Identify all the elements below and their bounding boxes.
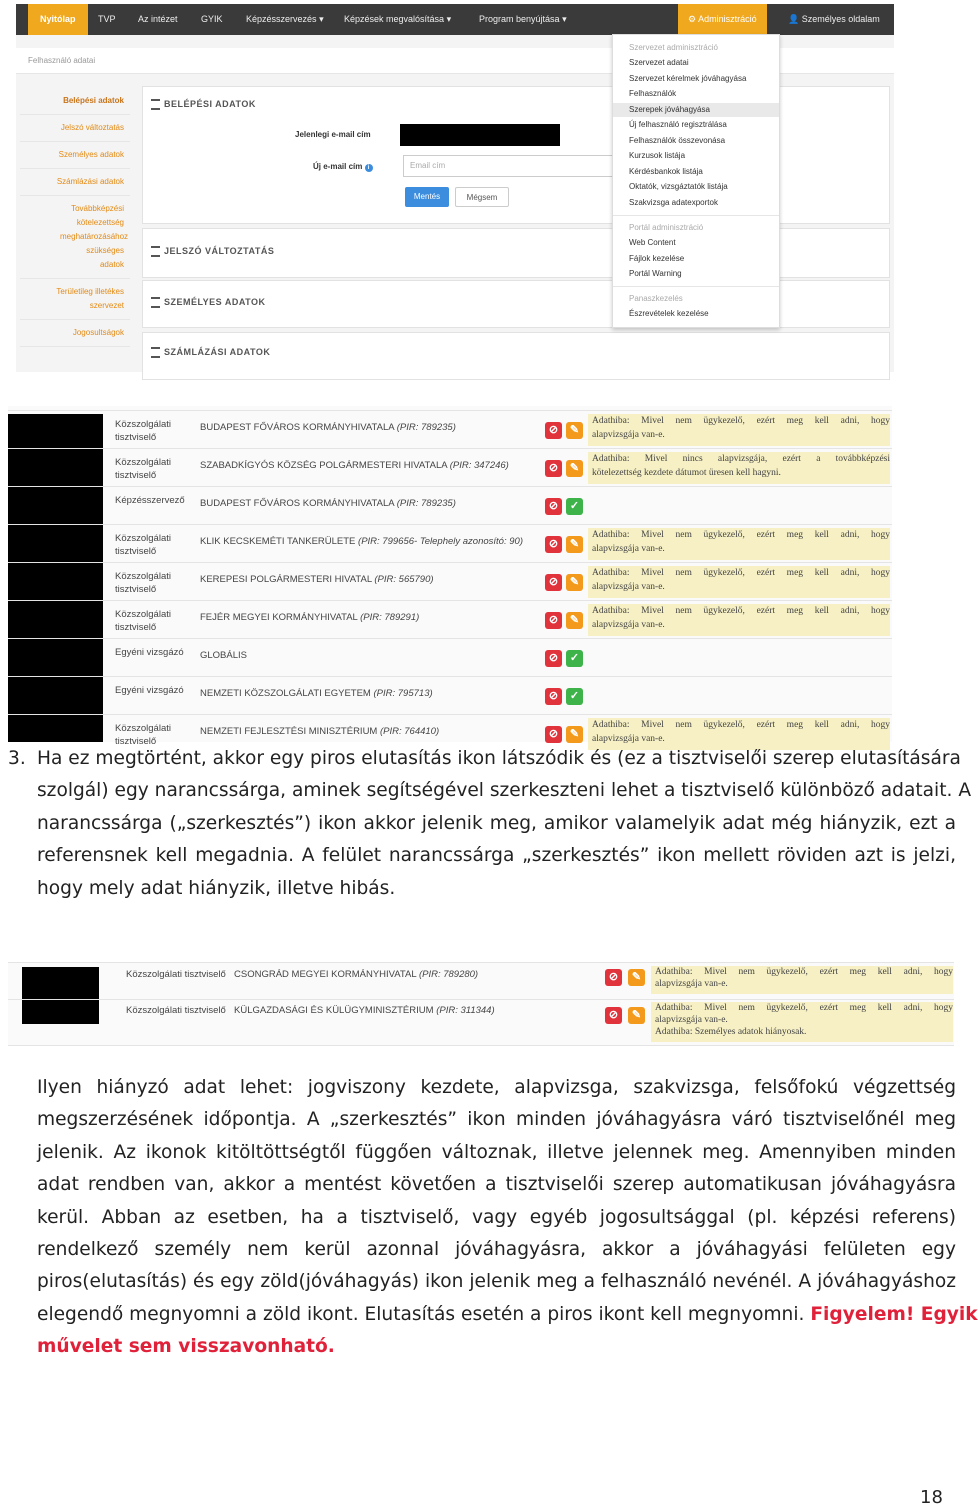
text-line: hogy mely adat hiányzik, illetve hibás. xyxy=(37,877,396,899)
reject-icon[interactable]: ⊘ xyxy=(545,688,562,705)
text-line: kerül. Abban az esetben, ha a tisztviselő, vagy egyéb jogosultsággal (pl. képzési referens) xyxy=(37,1206,956,1228)
menu-header: Szervezet adminisztráció xyxy=(629,43,718,52)
reject-icon[interactable]: ⊘ xyxy=(545,612,562,629)
menu-item[interactable]: Új felhasználó regisztrálása xyxy=(629,120,727,129)
role-cell: Közszolgálati tisztviselő xyxy=(115,419,171,443)
role-cell: Képzésszervező xyxy=(115,495,185,506)
menu-item[interactable]: Szervezet kérelmek jóváhagyása xyxy=(629,74,747,83)
note-line: Adathiba: Mivel nem ügykezelő, ezért meg kell adni, hogy xyxy=(592,606,890,616)
role-cell: Egyéni vizsgázó xyxy=(115,685,184,696)
text-line: narancssárga („szerkesztés”) ikon akkor jelenik meg, amikor valamelyik adat még hiányzik, ezt a xyxy=(37,812,956,834)
note-line: alapvizsgája van-e. xyxy=(592,620,665,630)
list-number: 3. xyxy=(8,748,26,769)
org-cell: CSONGRÁD MEGYEI KORMÁNYHIVATAL (PIR: 789280) xyxy=(234,969,479,980)
menu-item[interactable]: Oktatók, vizsgáztatók listája xyxy=(629,182,728,191)
note-line: alapvizsgája van-e. xyxy=(655,1015,728,1025)
note-line: Adathiba: Mivel nem ügykezelő, ezért meg kell adni, hogy xyxy=(592,568,890,578)
left-menu-jogosultsagok[interactable]: Jogosultságok xyxy=(20,320,130,347)
text-line xyxy=(37,1299,978,1331)
reject-icon[interactable]: ⊘ xyxy=(545,422,562,439)
text-line: rendelkező személy nem kerül azonnal jóváhagyásra, akkor a jóváhagyási felületen egy xyxy=(37,1238,956,1260)
reject-icon[interactable]: ⊘ xyxy=(605,969,622,986)
reject-icon[interactable]: ⊘ xyxy=(545,536,562,553)
nav-gyik[interactable]: GYIK xyxy=(201,14,223,24)
org-cell: NEMZETI FEJLESZTÉSI MINISZTÉRIUM (PIR: 764410) xyxy=(200,726,440,737)
gear-icon: ⚙ xyxy=(688,14,697,24)
approval-list-screenshot xyxy=(8,406,892,747)
text-normal: elegendő megnyomni a zöld ikont. Elutasítás esetén a piros ikont kell megnyomni. xyxy=(37,1303,811,1325)
role-cell: Közszolgálati tisztviselő xyxy=(115,609,171,633)
top-navbar xyxy=(16,4,894,35)
approval-edit-screenshot xyxy=(8,962,954,1045)
caret-down-icon: ▾ xyxy=(446,14,452,24)
panel-title: BELÉPÉSI ADATOK xyxy=(151,99,256,110)
role-cell: Közszolgálati tisztviselő xyxy=(115,571,171,595)
edit-icon[interactable]: ✎ xyxy=(566,422,583,439)
reject-icon[interactable]: ⊘ xyxy=(605,1007,622,1024)
table-row xyxy=(8,676,892,715)
table-row xyxy=(8,600,892,639)
menu-item[interactable]: Fájlok kezelése xyxy=(629,254,685,263)
note-line: alapvizsgája van-e. xyxy=(592,734,665,744)
nav-kepzesek-megvalositasa[interactable]: Képzések megvalósítása ▾ xyxy=(344,14,452,24)
table-row xyxy=(8,999,954,1046)
note-line: kötelezettség kezdete dátumot üresen kell hagyni. xyxy=(592,468,781,478)
caret-down-icon: ▾ xyxy=(562,14,567,24)
note-line: Adathiba: Mivel nincs alapvizsgája, ezért a továbbképzési xyxy=(592,454,890,464)
reject-icon[interactable]: ⊘ xyxy=(545,498,562,515)
text-line: Ha ez megtörtént, akkor egy piros elutasítás ikon látszódik és (ez a tisztviselői szerep elutasítására xyxy=(37,748,961,769)
reject-icon[interactable]: ⊘ xyxy=(545,460,562,477)
menu-item[interactable]: Szakvizsga adatexportok xyxy=(629,198,718,207)
divider xyxy=(613,215,779,216)
left-menu-szemelyes[interactable]: Személyes adatok xyxy=(20,142,130,169)
divider xyxy=(613,286,779,287)
note-line: alapvizsgája van-e. xyxy=(592,430,665,440)
nav-tvp[interactable]: TVP xyxy=(98,14,116,24)
approve-icon[interactable]: ✓ xyxy=(566,650,583,667)
nav-adminisztracio[interactable]: ⚙ Adminisztráció xyxy=(678,4,767,35)
edit-icon[interactable]: ✎ xyxy=(628,1007,645,1024)
text-line: piros(elutasítás) és egy zöld(jóváhagyás) ikon jelenik meg a felhasználó nevénél. A jóváhagyáshoz xyxy=(37,1271,956,1293)
org-cell: KEREPESI POLGÁRMESTERI HIVATAL (PIR: 565790) xyxy=(200,574,434,585)
org-cell: BUDAPEST FŐVÁROS KORMÁNYHIVATALA (PIR: 789235) xyxy=(200,422,456,433)
edit-icon[interactable]: ✎ xyxy=(566,574,583,591)
redacted-email xyxy=(400,124,560,146)
current-email-label: Jelenlegi e-mail cím xyxy=(295,130,371,139)
menu-item[interactable]: Kérdésbankok listája xyxy=(629,167,703,176)
page-number: 18 xyxy=(920,1487,943,1508)
list-icon xyxy=(151,297,160,308)
error-note xyxy=(588,452,890,484)
left-menu-teruletileg[interactable]: Területileg illetékes szervezet xyxy=(20,279,130,320)
nav-kepzesszervezes[interactable]: Képzésszervezés ▾ xyxy=(246,14,324,24)
text-line: megszerzésének időpontja. A „szerkesztés” ikon minden jóváhagyásra váró tisztviselőnél meg xyxy=(37,1109,956,1131)
edit-icon[interactable]: ✎ xyxy=(628,969,645,986)
info-icon: i xyxy=(365,164,373,172)
menu-item[interactable]: Szerepek jóváhagyása xyxy=(629,105,710,114)
edit-icon[interactable]: ✎ xyxy=(566,536,583,553)
note-line: alapvizsgája van-e. xyxy=(592,582,665,592)
reject-icon[interactable]: ⊘ xyxy=(545,574,562,591)
text-line: szolgál) egy narancssárga, aminek segítségével szerkeszteni lehet a tisztviselő különböző adatait. A xyxy=(37,780,972,802)
error-note xyxy=(588,414,890,446)
menu-item[interactable]: Kurzusok listája xyxy=(629,151,686,160)
nav-az-intezet[interactable]: Az intézet xyxy=(138,14,178,24)
left-menu xyxy=(20,88,130,347)
text-line: referensnek kell megadnia. A felület narancssárga „szerkesztés” ikon mellett röviden azt is jelzi, xyxy=(37,845,956,867)
menu-item[interactable]: Felhasználók összevonása xyxy=(629,136,726,145)
reject-icon[interactable]: ⊘ xyxy=(545,726,562,743)
org-cell: BUDAPEST FŐVÁROS KORMÁNYHIVATALA (PIR: 789235) xyxy=(200,498,456,509)
panel-title: SZÁMLÁZÁSI ADATOK xyxy=(151,347,270,358)
settings-screenshot xyxy=(16,4,894,372)
panel-title: SZEMÉLYES ADATOK xyxy=(151,297,266,308)
role-cell: Közszolgálati tisztviselő xyxy=(115,533,171,557)
paragraph-1 xyxy=(37,743,972,905)
left-menu-belepesi[interactable]: Belépési adatok xyxy=(20,88,130,115)
text-line: Ilyen hiányzó adat lehet: jogviszony kezdete, alapvizsga, szakvizsga, felsőfokú végzettség xyxy=(37,1077,956,1098)
table-row xyxy=(8,963,954,1000)
org-cell: KLIK KECSKEMÉTI TANKERÜLETE (PIR: 799656- Telephely azonosító: 90) xyxy=(200,536,523,547)
table-row xyxy=(8,448,892,487)
edit-icon[interactable]: ✎ xyxy=(566,460,583,477)
note-line: Adathiba: Személyes adatok hiányosak. xyxy=(655,1027,807,1037)
note-line: Adathiba: Mivel nem ügykezelő, ezért meg kell adni, hogy xyxy=(655,1003,953,1013)
user-icon: 👤 xyxy=(788,14,800,24)
table-row xyxy=(8,486,892,525)
left-menu-szamlazasi[interactable]: Számlázási adatok xyxy=(20,169,130,196)
panel-szamlazasi xyxy=(142,332,890,380)
breadcrumb: Felhasználó adatai xyxy=(16,48,894,74)
approve-icon[interactable]: ✓ xyxy=(566,498,583,515)
menu-item[interactable]: Portál Warning xyxy=(629,269,682,278)
table-row xyxy=(8,410,892,449)
menu-item[interactable]: Felhasználók xyxy=(629,89,677,98)
save-button[interactable]: Mentés xyxy=(405,187,449,207)
role-cell: Közszolgálati tisztviselő xyxy=(126,969,226,980)
email-field[interactable]: Email cím xyxy=(403,155,733,177)
text-line: jelenik. Az ikonok kitöltöttségtől függően változnak, illetve jelennek meg. Amennyiben minden xyxy=(37,1141,956,1163)
admin-dropdown-menu xyxy=(612,34,780,328)
left-menu-jelszo[interactable]: Jelszó változtatás xyxy=(20,115,130,142)
note-line: Adathiba: Mivel nem ügykezelő, ezért meg kell adni, hogy xyxy=(592,530,890,540)
list-icon xyxy=(151,347,160,358)
warning-text: Figyelem! Egyik xyxy=(810,1303,978,1325)
text-line: adat rendben van, akkor a mentést követően a tisztviselői szerep automatikusan jóváhagyásra xyxy=(37,1174,956,1196)
list-icon xyxy=(151,246,160,257)
org-cell: KÜLGAZDASÁGI ÉS KÜLÜGYMINISZTÉRIUM (PIR: 311344) xyxy=(234,1005,495,1016)
menu-header: Portál adminisztráció xyxy=(629,223,704,232)
role-cell: Közszolgálati tisztviselő xyxy=(115,457,171,481)
note-line: Adathiba: Mivel nem ügykezelő, ezért meg kell adni, hogy xyxy=(592,416,890,426)
reject-icon[interactable]: ⊘ xyxy=(545,650,562,667)
table-row xyxy=(8,562,892,601)
paragraph-2 xyxy=(37,1072,978,1364)
role-cell: Egyéni vizsgázó xyxy=(115,647,184,658)
role-cell: Közszolgálati tisztviselő xyxy=(115,723,171,747)
error-note xyxy=(651,1002,953,1042)
menu-item[interactable]: Észrevételek kezelése xyxy=(629,309,709,318)
edit-icon[interactable]: ✎ xyxy=(566,726,583,743)
cancel-button[interactable]: Mégsem xyxy=(455,187,509,207)
new-email-label: Új e-mail cím i xyxy=(313,162,373,172)
error-note xyxy=(588,566,890,598)
table-row xyxy=(8,638,892,677)
table-row xyxy=(8,524,892,563)
error-note xyxy=(588,604,890,636)
org-cell: GLOBÁLIS xyxy=(200,650,247,661)
list-icon xyxy=(151,99,160,110)
edit-icon[interactable]: ✎ xyxy=(566,612,583,629)
menu-header: Panaszkezelés xyxy=(629,294,683,303)
nav-program-benyujtasa[interactable]: Program benyújtása ▾ xyxy=(479,14,567,24)
warning-text: művelet sem visszavonható. xyxy=(37,1336,335,1358)
left-menu-tovabbkepzesi[interactable]: Továbbképzési kötelezettség meghatározásához szükséges adatok xyxy=(20,196,130,279)
org-cell: NEMZETI KÖZSZOLGÁLATI EGYETEM (PIR: 795713) xyxy=(200,688,433,699)
org-cell: FEJÉR MEGYEI KORMÁNYHIVATAL (PIR: 789291) xyxy=(200,612,420,623)
error-note xyxy=(651,966,953,994)
role-cell: Közszolgálati tisztviselő xyxy=(126,1005,226,1016)
note-line: Adathiba: Mivel nem ügykezelő, ezért meg kell adni, hogy xyxy=(655,967,953,977)
nav-szemelyes-oldalam[interactable]: 👤 Személyes oldalam xyxy=(788,14,880,24)
panel-title: JELSZÓ VÁLTOZTATÁS xyxy=(151,246,274,257)
note-line: Adathiba: Mivel nem ügykezelő, ezért meg kell adni, hogy xyxy=(592,720,890,730)
note-line: alapvizsgája van-e. xyxy=(592,544,665,554)
menu-item[interactable]: Web Content xyxy=(629,238,676,247)
menu-item[interactable]: Szervezet adatai xyxy=(629,58,689,67)
note-line: alapvizsgája van-e. xyxy=(655,979,728,989)
approve-icon[interactable]: ✓ xyxy=(566,688,583,705)
org-cell: SZABADKÍGYÓS KÖZSÉG POLGÁRMESTERI HIVATALA (PIR: 347246) xyxy=(200,460,509,471)
nav-home[interactable]: Nyitólap xyxy=(28,4,88,35)
error-note xyxy=(588,528,890,560)
caret-down-icon: ▾ xyxy=(319,14,324,24)
